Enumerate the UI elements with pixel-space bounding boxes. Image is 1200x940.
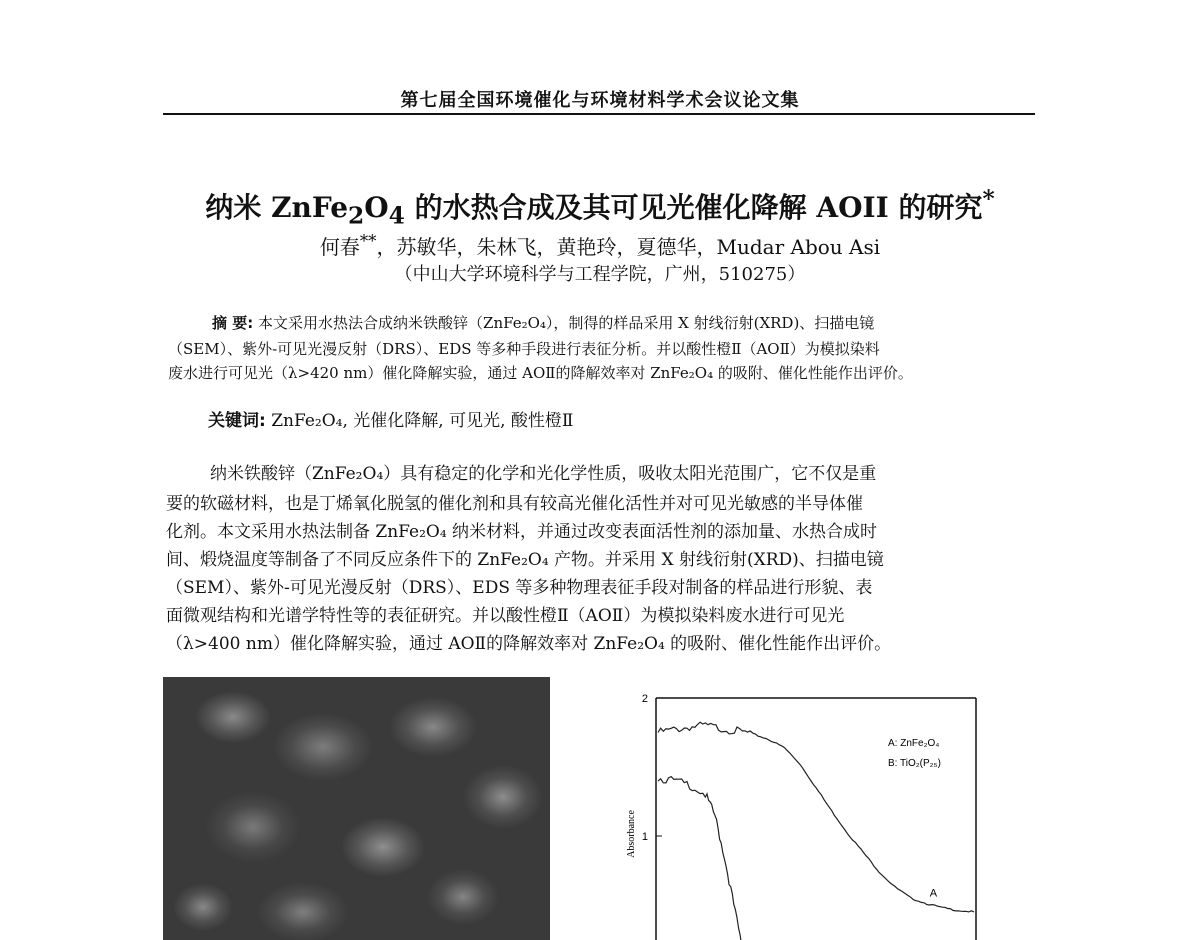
sem-micrograph xyxy=(163,677,550,940)
y-tick-label-2: 2 xyxy=(641,693,648,705)
abstract-label: 摘 要: xyxy=(212,314,254,332)
affiliation: （中山大学环境科学与工程学院，广州，510275） xyxy=(394,264,806,285)
body-line-4: 间、煅烧温度等制备了不同反应条件下的 ZnFe₂O₄ 产物。并采用 X 射线衍射(XRD)、扫描电镜 xyxy=(166,550,884,570)
drs-absorbance-chart xyxy=(610,688,990,940)
body-line-7: （λ>400 nm）催化降解实验，通过 AOⅡ的降解效率对 ZnFe₂O₄ 的吸附、催化性能作出评价。 xyxy=(166,634,892,654)
body-line-6: 面微观结构和光谱学特性等的表征研究。并以酸性橙Ⅱ（AOⅡ）为模拟染料废水进行可见光 xyxy=(166,606,845,626)
body-line-3: 化剂。本文采用水热法制备 ZnFe₂O₄ 纳米材料，并通过改变表面活性剂的添加量、水热合成时 xyxy=(166,522,878,542)
keywords xyxy=(208,408,573,434)
author-list: 何春**，苏敏华，朱林飞，黄艳玲，夏德华，Mudar Abou Asi xyxy=(319,231,881,259)
series-line-b xyxy=(658,777,750,940)
header-rule xyxy=(163,113,1035,115)
abstract-line-2: （SEM）、紫外-可见光漫反射（DRS）、EDS 等多种手段进行表征分析。并以酸性橙Ⅱ（AOⅡ）为模拟染料 xyxy=(168,340,880,358)
keywords-text: ZnFe₂O₄, 光催化降解, 可见光, 酸性橙Ⅱ xyxy=(271,411,574,431)
abstract-line-1: 摘 要: 本文采用水热法合成纳米铁酸锌（ZnFe₂O₄），制得的样品采用 X 射线衍射(XRD)、扫描电镜 xyxy=(212,314,875,332)
y-tick-label-1: 1 xyxy=(641,831,648,843)
paper-title: 纳米 $ZnFe_2O_4$ 的水热合成及其可见光催化降解 AOII 的研究* xyxy=(205,184,995,230)
series-line-a xyxy=(658,722,974,912)
legend-entry-a: A: ZnFe₂O₄ xyxy=(888,738,940,749)
abstract-line-3: 废水进行可见光（λ>420 nm）催化降解实验，通过 AOⅡ的降解效率对 ZnFe₂O₄ 的吸附、催化性能作出评价。 xyxy=(168,364,913,382)
legend-entry-b: B: TiO₂(P₂₅) xyxy=(888,758,941,769)
running-header: 第七届全国环境催化与环境材料学术会议论文集 xyxy=(400,90,800,111)
body-line-2: 要的软磁材料，也是丁烯氧化脱氢的催化剂和具有较高光催化活性并对可见光敏感的半导体催 xyxy=(166,494,863,514)
y-axis-label: Absorbance xyxy=(626,810,637,858)
keywords-label: 关键词: xyxy=(208,411,266,431)
series-label-a: A xyxy=(929,887,938,900)
body-line-5: （SEM）、紫外-可见光漫反射（DRS）、EDS 等多种物理表征手段对制备的样品进行形貌、表 xyxy=(166,578,873,598)
body-line-1: 纳米铁酸锌（ZnFe₂O₄）具有稳定的化学和光化学性质，吸收太阳光范围广，它不仅是重 xyxy=(210,464,877,484)
